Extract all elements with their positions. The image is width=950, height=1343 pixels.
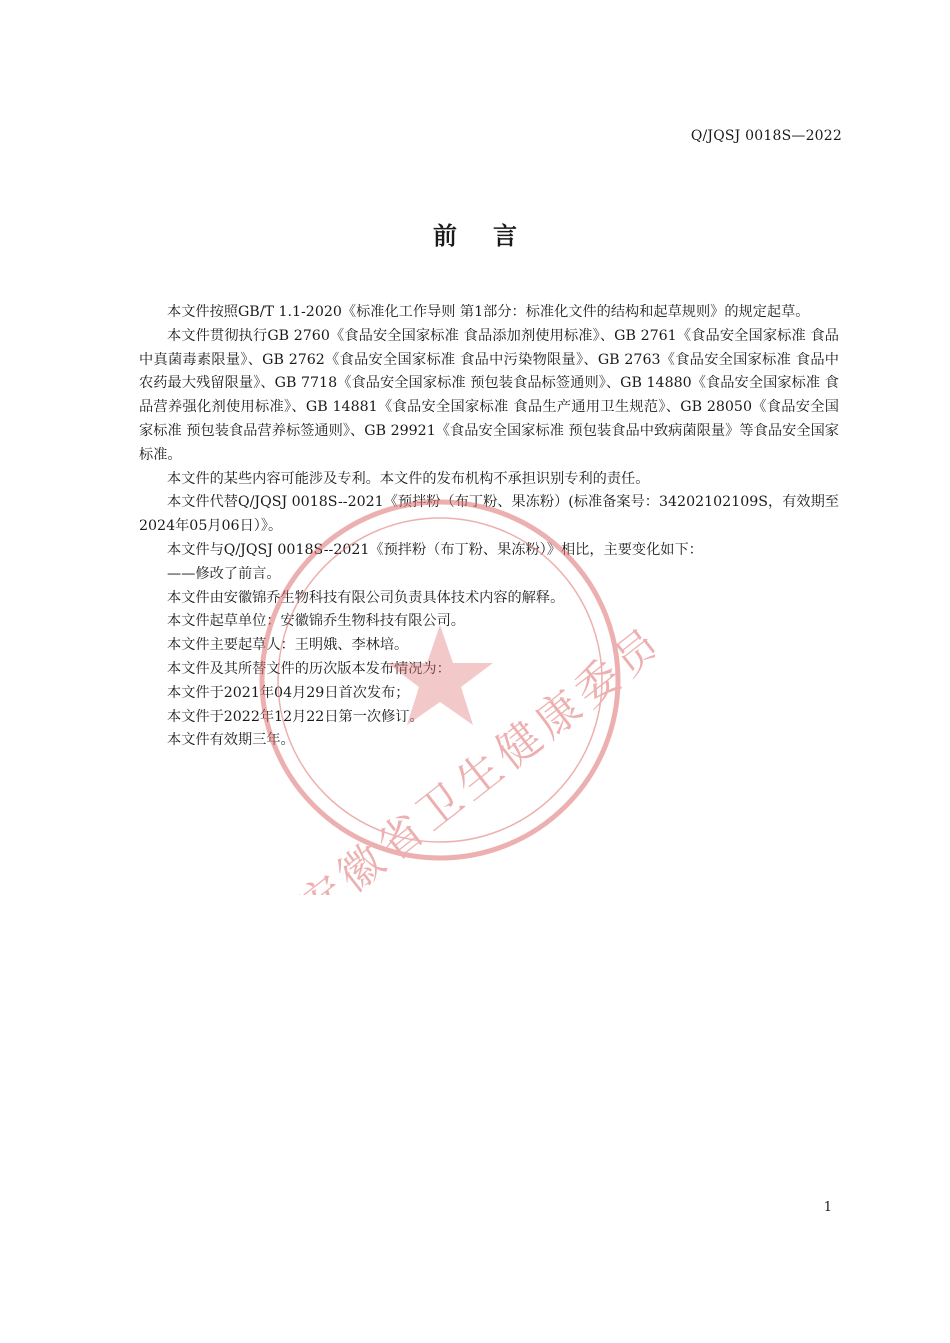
paragraph-drafting-basis: 本文件按照GB/T 1.1-2020《标准化工作导则 第1部分：标准化文件的结构和起草规则》的规定起草。 <box>167 304 810 320</box>
paragraph-patent-notice: 本文件的某些内容可能涉及专利。本文件的发布机构不承担识别专利的责任。 <box>167 470 650 487</box>
paragraph-first-revision: 本文件于2022年12月22日第一次修订。 <box>167 708 424 725</box>
paragraph-interpretation: 本文件由安徽锦乔生物科技有限公司负责具体技术内容的解释。 <box>167 589 565 606</box>
paragraph-referenced-standards: 本文件贯彻执行GB 2760《食品安全国家标准 食品添加剂使用标准》、GB 2761《食品安全国家标准 食品中真菌毒素限量》、GB 2762《食品安全国家标准 食品中污染物限量》、GB 2763《食品安全国家标准 食品中农药最大残留限量》、GB 7718《食品安全国家标准 预包装食品标签通则》、GB 14880《食品安全国家标准 食品营养强化剂使用标准》、GB 14881《食品安全国家标准 食品生产通用卫生规范》、GB 28050《食品安全国家标准 预包装食品营养标签通则》、GB 29921《食品安全国家标准 预包装食品中致病菌限量》等食品安全国家标准。 <box>139 327 839 463</box>
paragraph-changes-intro: 本文件与Q/JQSJ 0018S--2021《预拌粉（布丁粉、果冻粉）》相比，主要变化如下： <box>167 541 703 558</box>
paragraph-validity: 本文件有效期三年。 <box>167 732 295 749</box>
paragraph-history-intro: 本文件及其所替文件的历次版本发布情况为： <box>167 660 451 677</box>
document-body <box>139 301 839 753</box>
page-title: 前言 <box>433 222 553 250</box>
page-number: 1 <box>823 1200 832 1215</box>
svg-text:安徽省卫生健康委员会: 安徽省卫生健康委员会 <box>289 585 655 895</box>
paragraph-first-release: 本文件于2021年04月29日首次发布； <box>167 684 410 701</box>
paragraph-drafting-unit: 本文件起草单位：安徽锦乔生物科技有限公司。 <box>167 613 465 630</box>
paragraph-change-item: ——修改了前言。 <box>167 565 281 582</box>
paragraph-drafters: 本文件主要起草人：王明娥、李林培。 <box>167 637 409 654</box>
paragraph-replaces: 本文件代替Q/JQSJ 0018S--2021《预拌粉（布丁粉、果冻粉）(标准备案号：34202102109S，有效期至2024年05月06日）》。 <box>139 494 839 535</box>
document-code: Q/JQSJ 0018S—2022 <box>690 128 842 144</box>
